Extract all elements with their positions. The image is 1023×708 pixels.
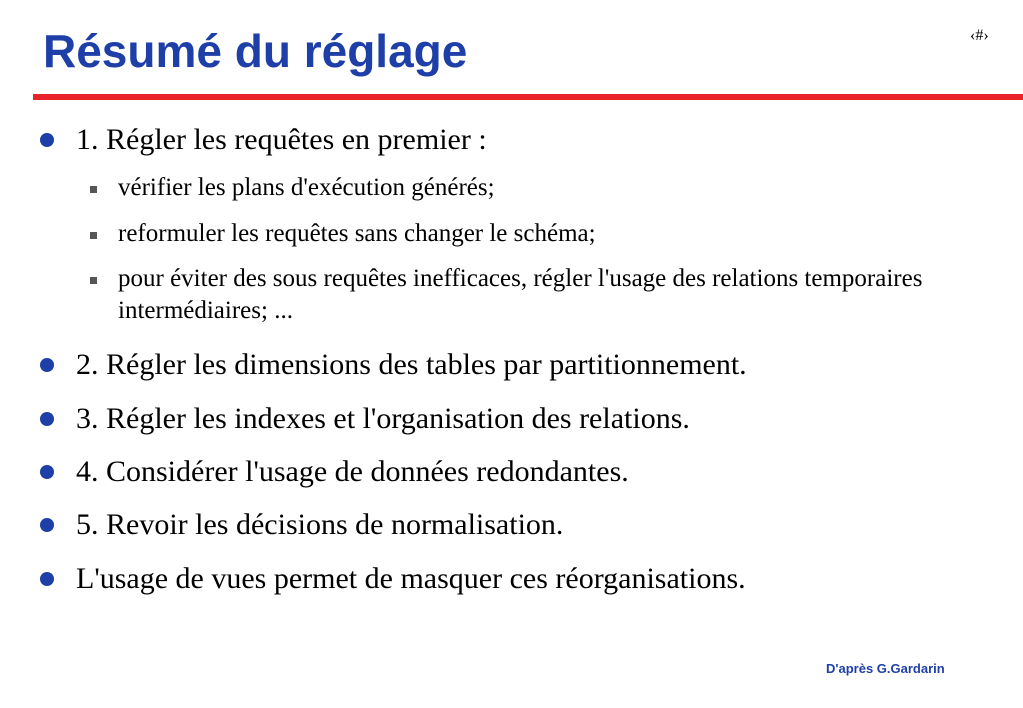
- bullet-text: 2. Régler les dimensions des tables par partitionnement.: [76, 348, 747, 381]
- square-bullet-icon: [90, 186, 97, 193]
- slide-title: Résumé du réglage: [43, 25, 468, 77]
- slide-number: ‹#›: [970, 27, 989, 44]
- sub-bullet-item: [90, 172, 995, 204]
- bullet-text: 5. Revoir les décisions de normalisation.: [76, 508, 564, 541]
- bullet-text: L'usage de vues permet de masquer ces réorganisations.: [76, 562, 746, 595]
- bullet-dot-icon: [40, 358, 54, 372]
- credit-footer: D'après G.Gardarin: [826, 661, 945, 676]
- bullet-dot-icon: [40, 412, 54, 426]
- sub-bullet-text: vérifier les plans d'exécution générés;: [118, 174, 495, 201]
- square-bullet-icon: [90, 277, 97, 284]
- bullet-dot-icon: [40, 465, 54, 479]
- bullet-dot-icon: [40, 133, 54, 147]
- bullet-text: 1. Régler les requêtes en premier :: [76, 123, 487, 156]
- sub-bullet-text: reformuler les requêtes sans changer le schéma;: [118, 220, 596, 247]
- bullet-text: 4. Considérer l'usage de données redondantes.: [76, 455, 629, 488]
- bullet-text: 3. Régler les indexes et l'organisation des relations.: [76, 402, 690, 435]
- sub-bullet-text: pour éviter des sous requêtes inefficaces, régler l'usage des relations temporaires intermédiaires; ...: [118, 265, 923, 324]
- bullet-dot-icon: [40, 518, 54, 532]
- sub-bullet-item: [90, 263, 995, 327]
- square-bullet-icon: [90, 232, 97, 239]
- bullet-dot-icon: [40, 572, 54, 586]
- sub-bullet-item: [90, 218, 995, 250]
